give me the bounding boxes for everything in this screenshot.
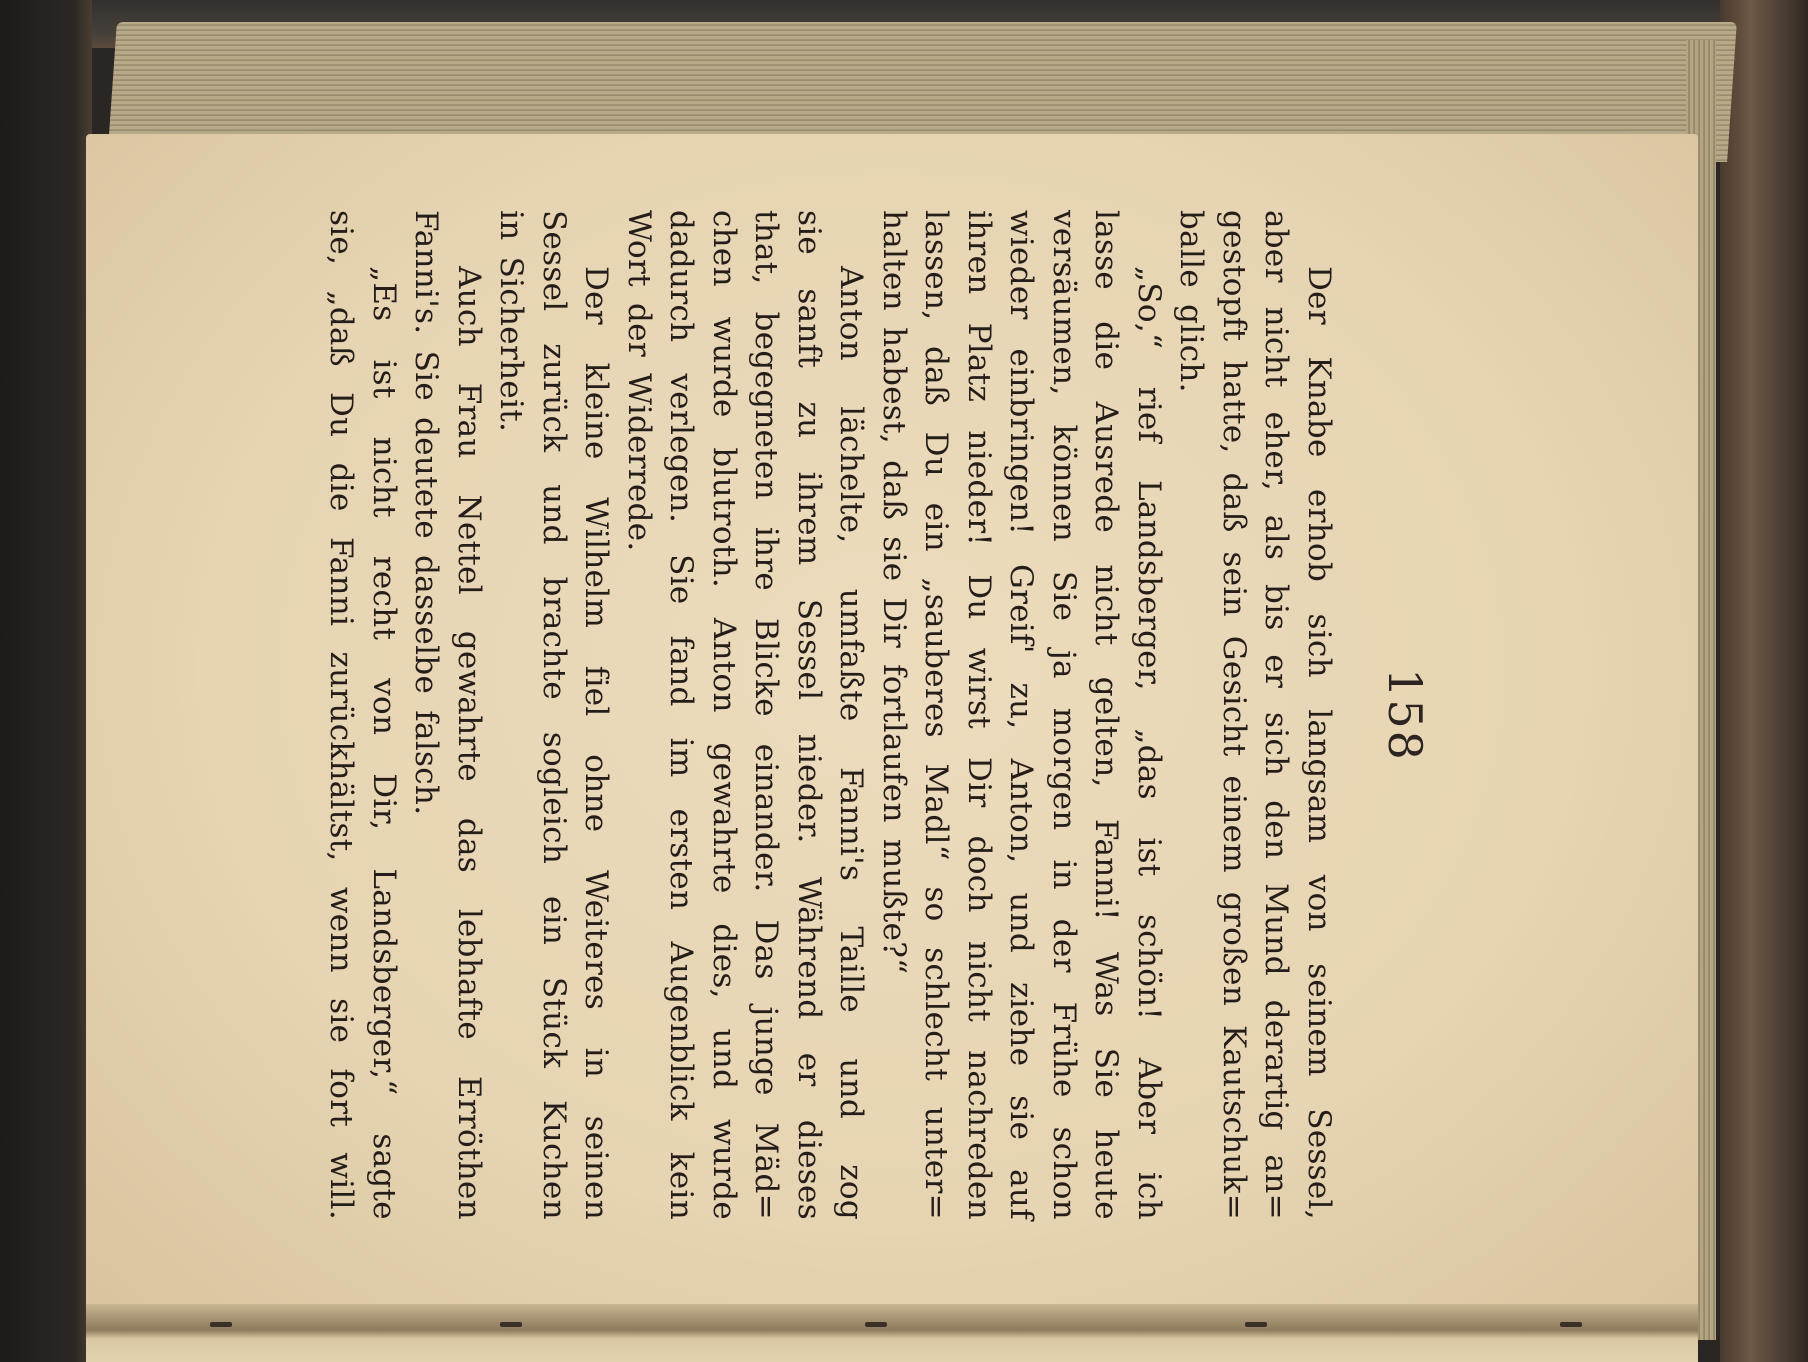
word: Du <box>918 431 955 478</box>
word: ohne <box>578 754 615 833</box>
word: Anton <box>833 266 870 361</box>
word: gewahrte <box>451 630 487 783</box>
word: daß <box>1216 472 1252 533</box>
word: lassen, <box>918 210 955 321</box>
word: Fanni's <box>833 766 870 882</box>
word: Stück <box>536 976 572 1069</box>
text-line <box>448 210 491 1220</box>
word: und <box>706 1028 742 1090</box>
word: zurück <box>536 343 572 453</box>
binding-stitch <box>500 1322 522 1327</box>
word: einem <box>1216 775 1252 873</box>
word: ersten <box>663 808 700 911</box>
word: großen <box>1216 891 1252 1007</box>
word: that, <box>748 210 785 285</box>
word: seinem <box>1301 963 1337 1077</box>
word: langsam <box>1301 709 1337 844</box>
word: sie <box>323 998 360 1044</box>
word: Weiteres <box>578 870 615 1010</box>
word: die <box>323 462 360 512</box>
word: ist <box>1131 837 1167 877</box>
word: Dir <box>961 757 997 808</box>
word: Frau <box>451 382 487 459</box>
word: umfaßte <box>833 588 870 722</box>
word: verlegen. <box>663 373 700 524</box>
word: als <box>1258 514 1295 561</box>
text-line <box>363 210 406 1220</box>
word: „Es <box>366 266 402 322</box>
text-line <box>915 210 958 1220</box>
word: auf <box>1003 1169 1040 1220</box>
word: begegneten <box>748 311 785 500</box>
page-number: 158 <box>1378 668 1432 762</box>
word: unter= <box>918 1106 955 1220</box>
word: er <box>791 1052 827 1087</box>
word: nachreden <box>961 1050 997 1220</box>
word: von <box>366 678 402 736</box>
word: sogleich <box>536 731 572 865</box>
word: „das <box>1131 728 1167 800</box>
word: sein <box>1216 551 1252 617</box>
word: sie <box>791 210 827 256</box>
word: Der <box>1301 266 1337 325</box>
word: Du <box>323 392 360 438</box>
word: erhob <box>1301 489 1337 583</box>
text-line <box>575 210 618 1220</box>
word: Du <box>961 574 997 620</box>
word: wurde <box>706 316 742 418</box>
word: seinen <box>578 1115 615 1220</box>
binding-stitch <box>865 1322 887 1327</box>
word: Augenblick <box>663 941 700 1121</box>
word: heute <box>1088 1129 1125 1220</box>
word: Frühe <box>1046 1001 1082 1098</box>
word: zu <box>791 401 827 439</box>
word: Sie <box>1088 1047 1125 1099</box>
word: ja <box>1046 650 1082 679</box>
word: Mund <box>1258 883 1295 976</box>
word: Was <box>1088 952 1125 1017</box>
word: dadurch <box>663 210 700 343</box>
word: morgen <box>1046 707 1082 831</box>
word: ihre <box>748 526 785 592</box>
text-line: balle glich. <box>1173 210 1210 393</box>
word: nicht <box>366 436 402 518</box>
word: nieder. <box>791 733 827 844</box>
word: daß <box>918 346 955 407</box>
word: lebhafte <box>451 908 487 1041</box>
text-line: halten habest, daß sie Dir fortlaufen mußte?“ <box>876 210 912 975</box>
word: bis <box>1258 583 1295 631</box>
word: nicht <box>1258 306 1295 388</box>
word: den <box>1258 800 1295 860</box>
word: an= <box>1258 1154 1295 1220</box>
word: versäumen, <box>1046 210 1082 396</box>
text-line <box>1043 210 1086 1220</box>
word: Fanni <box>323 536 360 627</box>
word: chen <box>706 210 742 287</box>
word: „daß <box>323 290 360 367</box>
word: gelten, <box>1088 676 1125 788</box>
text-line <box>1000 210 1043 1220</box>
word: doch <box>961 835 997 913</box>
word: Sessel <box>791 598 827 701</box>
word: Kuchen <box>536 1100 572 1220</box>
word: junge <box>748 1006 785 1096</box>
word: Taille <box>833 926 870 1014</box>
binding-stitch <box>1245 1322 1267 1327</box>
word: im <box>663 737 700 778</box>
word: können <box>1046 424 1082 542</box>
word: hatte, <box>1216 360 1252 454</box>
word: eher, <box>1258 411 1295 492</box>
word: Während <box>791 876 827 1020</box>
word: Anton, <box>1003 758 1040 864</box>
word: ein <box>536 895 572 946</box>
word: Sessel, <box>1301 1108 1337 1220</box>
word: Der <box>578 266 615 325</box>
word: der <box>1046 918 1082 973</box>
word: ist <box>366 359 402 399</box>
word: Anton <box>706 617 742 713</box>
word: will. <box>323 1152 360 1220</box>
word: lasse <box>1088 210 1125 291</box>
word: Auch <box>451 266 487 347</box>
word: Nettel <box>451 494 487 595</box>
word: sich <box>1301 613 1337 678</box>
word: Ausrede <box>1088 401 1125 534</box>
word: Mäd= <box>748 1122 785 1220</box>
text-line <box>533 210 576 1220</box>
word: sagte <box>366 1133 402 1220</box>
word: er <box>1258 654 1295 689</box>
word: kleine <box>578 362 615 460</box>
word: ihren <box>961 210 997 295</box>
word: derartig <box>1258 999 1295 1131</box>
word: Landsberger, <box>1131 479 1167 691</box>
word: nicht <box>961 940 997 1023</box>
word: schön! <box>1131 914 1167 1021</box>
word: Fanni! <box>1088 818 1125 921</box>
word: wenn <box>323 886 360 973</box>
word: einbringen! <box>1003 348 1040 536</box>
word: Aber <box>1131 1057 1167 1135</box>
word: Blicke <box>748 617 785 717</box>
word: sanft <box>791 288 827 369</box>
word: das <box>451 817 487 873</box>
text-line <box>703 210 746 1220</box>
text-line <box>745 210 788 1220</box>
word: und <box>536 484 572 545</box>
text-line: in Sicherheit. <box>493 210 530 433</box>
binding-stitch <box>1560 1322 1582 1327</box>
word: schlecht <box>918 947 955 1081</box>
word: fand <box>663 635 700 707</box>
word: Knabe <box>1301 356 1337 458</box>
text-line <box>320 210 363 1220</box>
word: „sauberes <box>918 577 955 738</box>
text-line <box>1085 210 1128 1220</box>
word: dieses <box>791 1119 827 1220</box>
body-text <box>320 210 1340 1220</box>
word: fiel <box>578 665 615 717</box>
word: rief <box>1131 386 1167 443</box>
word: Erröthen <box>451 1075 487 1220</box>
binding-stitch <box>210 1322 232 1327</box>
word: ich <box>1131 1171 1167 1220</box>
word: gewahrte <box>706 742 742 894</box>
text-line: Wort der Widerrede. <box>621 210 657 552</box>
word: in <box>578 1047 615 1079</box>
word: fort <box>323 1068 360 1128</box>
word: nieder! <box>961 430 997 547</box>
word: ziehe <box>1003 981 1040 1067</box>
word: Platz <box>961 322 997 403</box>
word: sie <box>1003 1095 1040 1141</box>
word: wieder <box>1003 210 1040 320</box>
text-line <box>1298 210 1341 1220</box>
word: Wilhelm <box>578 497 615 629</box>
word: einander. <box>748 743 785 893</box>
rotated-text-block <box>312 150 1432 1280</box>
word: Sie <box>663 554 700 605</box>
word: Gesicht <box>1216 635 1252 757</box>
word: so <box>918 886 955 922</box>
word: kein <box>663 1151 700 1220</box>
word: Sie <box>1046 570 1082 622</box>
word: ihrem <box>791 471 827 566</box>
text-line <box>958 210 1001 1220</box>
word: „So,“ <box>1131 266 1167 350</box>
word: Madl“ <box>918 763 955 861</box>
word: und <box>1003 892 1040 954</box>
book-gutter <box>86 1304 1698 1362</box>
word: wirst <box>961 647 997 729</box>
text-line <box>830 210 873 1220</box>
word: Kautschuk= <box>1216 1024 1252 1220</box>
word: Landsberger,“ <box>366 868 402 1096</box>
word: aber <box>1258 210 1295 283</box>
book-cover-right <box>1720 0 1808 1362</box>
word: schon <box>1046 1126 1082 1220</box>
word: zu, <box>1003 682 1040 730</box>
word: in <box>1046 859 1082 890</box>
word: die <box>1088 321 1125 371</box>
word: gestopft <box>1216 210 1252 342</box>
word: sich <box>1258 712 1295 777</box>
word: ein <box>918 502 955 552</box>
text-line <box>1255 210 1298 1220</box>
word: Sessel <box>536 210 572 312</box>
word: Dir, <box>366 773 402 831</box>
text-line <box>788 210 831 1220</box>
word: blutroth. <box>706 447 742 589</box>
word: recht <box>366 555 402 641</box>
word: Greif' <box>1003 564 1040 654</box>
text-line: Fanni's. Sie deutete dasselbe falsch. <box>408 210 445 816</box>
word: von <box>1301 874 1337 932</box>
word: nicht <box>1088 564 1125 646</box>
word: wurde <box>706 1118 742 1220</box>
word: zog <box>833 1164 870 1220</box>
word: sie, <box>323 210 360 266</box>
word: brachte <box>536 576 572 701</box>
word: zurückhältst, <box>323 651 360 862</box>
word: und <box>833 1058 870 1120</box>
word: dies, <box>706 923 742 999</box>
word: Das <box>748 919 785 980</box>
text-line <box>660 210 703 1220</box>
text-line <box>1213 210 1256 1220</box>
word: lächelte, <box>833 406 870 544</box>
text-line <box>1128 210 1171 1220</box>
book-cover-left <box>0 0 92 1362</box>
